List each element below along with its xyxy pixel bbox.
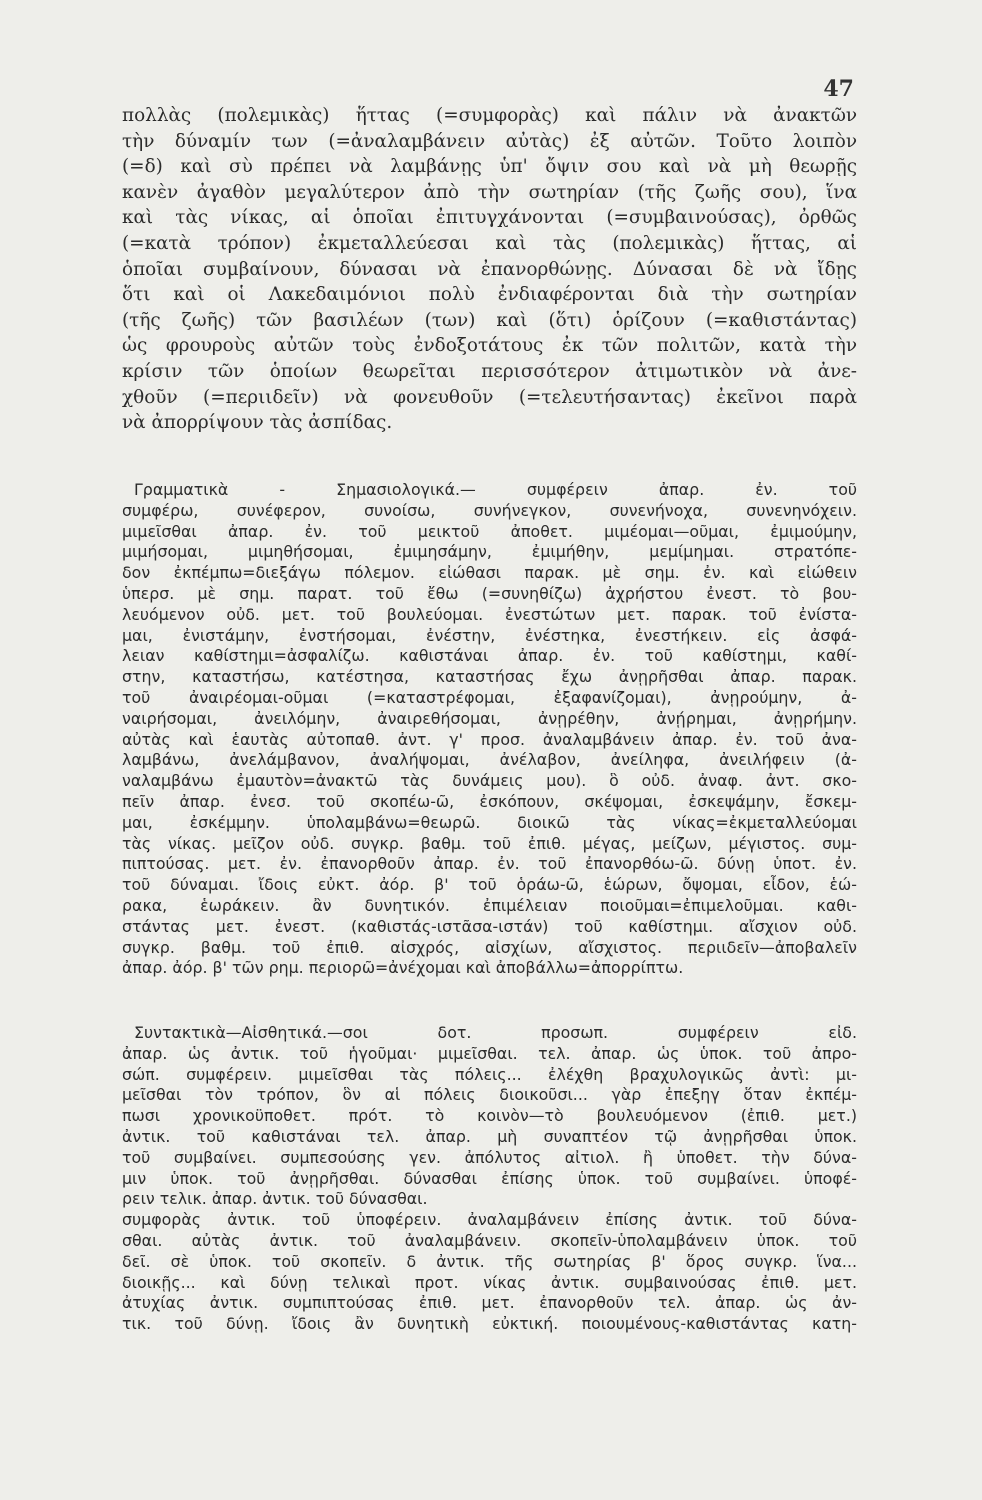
syntax-line: μιν ὑποκ. τοῦ ἀνῃρῆσθαι. δύνασθαι ἐπίσης ὑποκ. τοῦ συμβαίνει. ὑποφέ- bbox=[122, 1168, 857, 1188]
grammar-line: μαι, ἐνιστάμην, ἐνστήσομαι, ἐνέστην, ἐνέστηκα, ἐνεστήκειν. εἰς ἀσφά- bbox=[122, 625, 857, 645]
grammar-line: αὐτὰς καὶ ἑαυτὰς αὐτοπαθ. ἀντ. γ' προσ. ἀναλαμβάνειν ἀπαρ. ἐν. τοῦ ἀνα- bbox=[122, 729, 857, 749]
syntax-line: πωσι χρονικοϋποθετ. πρότ. τὸ κοινὸν—τὸ βουλευόμενον (ἐπιθ. μετ.) bbox=[122, 1106, 857, 1126]
grammar-line: στην, καταστήσω, κατέστησα, καταστήσας ἔχω ἀνῃρῆσθαι ἀπαρ. παρακ. bbox=[122, 667, 857, 687]
main-text-paragraph bbox=[122, 103, 857, 436]
text-line: (=κατὰ τρόπον) ἐκμεταλλεύεσαι καὶ τὰς (πολεμικὰς) ἥττας, αἱ bbox=[122, 232, 857, 254]
syntax-line: ρειν τελικ. ἀπαρ. ἀντικ. τοῦ δύνασθαι. bbox=[122, 1189, 428, 1209]
grammar-line: λειαν καθίστημι=ἀσφαλίζω. καθιστάναι ἀπαρ. ἐν. τοῦ καθίστημι, καθί- bbox=[122, 646, 857, 666]
grammar-line: συγκρ. βαθμ. τοῦ ἐπιθ. αἰσχρός, αἰσχίων, αἴσχιστος. περιιδεῖν—ἀποβαλεῖν bbox=[122, 937, 857, 957]
syntax-line: ἀντικ. τοῦ καθιστάναι τελ. ἀπαρ. μὴ συναπτέον τῷ ἀνῃρῆσθαι ὑποκ. bbox=[122, 1126, 857, 1146]
syntax-line: ἀτυχίας ἀντικ. συμπιπτούσας ἐπιθ. μετ. ἐπανορθοῦν τελ. ἀπαρ. ὡς ἀν- bbox=[122, 1293, 857, 1313]
grammar-line: στάντας μετ. ἐνεστ. (καθιστάς-ιστᾶσα-ιστάν) τοῦ καθίστημι. αἴσχιον οὐδ. bbox=[122, 916, 857, 936]
text-line: νὰ ἀπορρίψουν τὰς ἀσπίδας. bbox=[122, 412, 393, 434]
grammar-line: συμφέρω, συνέφερον, συνοίσω, συνήνεγκον, συνενήνοχα, συνενηνόχειν. bbox=[122, 500, 857, 520]
grammar-line: ναιρήσομαι, ἀνειλόμην, ἀναιρεθήσομαι, ἀνῃρέθην, ἀνῄρημαι, ἀνῃρήμην. bbox=[122, 708, 857, 728]
grammar-section bbox=[122, 480, 857, 979]
syntax-line: σθαι. αὐτὰς ἀντικ. τοῦ ἀναλαμβάνειν. σκοπεῖν-ὑπολαμβάνειν ὑποκ. τοῦ bbox=[122, 1230, 857, 1250]
page-number: 47 bbox=[823, 76, 854, 102]
grammar-line: λαμβάνω, ἀνελάμβανον, ἀναλήψομαι, ἀνέλαβον, ἀνείληφα, ἀνειλήφειν (ἀ- bbox=[122, 750, 857, 770]
syntax-line: σώπ. συμφέρειν. μιμεῖσθαι τὰς πόλεις... ἐλέχθη βραχυλογικῶς ἀντὶ: μι- bbox=[122, 1064, 857, 1084]
text-line: κρίσιν τῶν ὁποίων θεωρεῖται περισσότερον ἀτιμωτικὸν νὰ ἀνε- bbox=[122, 360, 857, 382]
syntax-line: μεῖσθαι τὸν τρόπον, ὃν αἱ πόλεις διοικοῦσι... γὰρ ἐπεξηγ ὅταν ἐκπέμ- bbox=[122, 1085, 857, 1105]
grammar-line: τοῦ ἀναιρέομαι-οῦμαι (=καταστρέφομαι, ἐξαφανίζομαι), ἀνῃρούμην, ἀ- bbox=[122, 687, 857, 707]
grammar-line: μιμεῖσθαι ἀπαρ. ἐν. τοῦ μεικτοῦ ἀποθετ. μιμέομαι—οῦμαι, ἐμιμούμην, bbox=[122, 521, 857, 541]
grammar-line: ναλαμβάνω ἐμαυτὸν=ἀνακτῶ τὰς δυνάμεις μου). ὃ οὐδ. ἀναφ. ἀντ. σκο- bbox=[122, 771, 857, 791]
grammar-line: πιπτούσας. μετ. ἐν. ἐπανορθοῦν ἀπαρ. ἐν. τοῦ ἐπανορθόω-ῶ. δύνῃ ὑποτ. ἐν. bbox=[122, 854, 857, 874]
syntax-line: διοικῇς... καὶ δύνῃ τελικαὶ προτ. νίκας ἀντικ. συμβαινούσας ἐπιθ. μετ. bbox=[122, 1272, 857, 1292]
text-line: πολλὰς (πολεμικὰς) ἥττας (=συμφορὰς) καὶ πάλιν νὰ ἀνακτῶν bbox=[122, 105, 857, 126]
grammar-line: ρακα, ἑωράκειν. ἂν δυνητικόν. ἐπιμέλειαν ποιοῦμαι=ἐπιμελοῦμαι. καθι- bbox=[122, 895, 857, 915]
grammar-line: μαι, ἐσκέμμην. ὑπολαμβάνω=θεωρῶ. διοικῶ τὰς νίκας=ἐκμεταλλεύομαι bbox=[122, 812, 857, 832]
text-line: χθοῦν (=περιιδεῖν) νὰ φονευθοῦν (=τελευτήσαντας) ἐκεῖνοι παρὰ bbox=[122, 386, 857, 408]
grammar-line: τοῦ δύναμαι. ἴδοις εὐκτ. ἀόρ. β' τοῦ ὁράω-ῶ, ἑώρων, ὄψομαι, εἶδον, ἑώ- bbox=[122, 875, 857, 895]
text-line: ὅτι καὶ οἱ Λακεδαιμόνιοι πολὺ ἐνδιαφέρονται διὰ τὴν σωτηρίαν bbox=[122, 284, 857, 306]
syntax-line: τικ. τοῦ δύνῃ. ἴδοις ἂν δυνητικὴ εὐκτική. ποιουμένους-καθιστάντας κατη- bbox=[122, 1314, 857, 1334]
grammar-line: ὑπερσ. μὲ σημ. παρατ. τοῦ ἔθω (=συνηθίζω) ἀχρήστου ἐνεστ. τὸ βου- bbox=[122, 583, 857, 603]
grammar-line: ἀπαρ. ἀόρ. β' τῶν ρημ. περιορῶ=ἀνέχομαι καὶ ἀποβάλλω=ἀπορρίπτω. bbox=[122, 958, 684, 978]
grammar-line: μιμήσομαι, μιμηθήσομαι, ἐμιμησάμην, ἐμιμήθην, μεμίμημαι. στρατόπε- bbox=[122, 542, 857, 562]
grammar-line: Γραμματικὰ - Σημασιολογικά.— συμφέρειν ἀπαρ. ἐν. τοῦ bbox=[134, 480, 857, 499]
syntax-line: δεῖ. σὲ ὑποκ. τοῦ σκοπεῖν. δ ἀντικ. τῆς σωτηρίας β' ὅρος συγκρ. ἵνα... bbox=[122, 1251, 857, 1271]
text-line: τὴν δύναμίν των (=ἀναλαμβάνειν αὐτὰς) ἐξ αὐτῶν. Τοῦτο λοιπὸν bbox=[122, 130, 857, 152]
syntax-line: συμφορὰς ἀντικ. τοῦ ὑποφέρειν. ἀναλαμβάνειν ἐπίσης ἀντικ. τοῦ δύνα- bbox=[122, 1210, 857, 1230]
text-line: ὁποῖαι συμβαίνουν, δύνασαι νὰ ἐπανορθώνῃς. Δύνασαι δὲ νὰ ἴδῃς bbox=[122, 258, 857, 280]
syntax-section bbox=[122, 1023, 857, 1335]
syntax-line: ἀπαρ. ὡς ἀντικ. τοῦ ἡγοῦμαι· μιμεῖσθαι. τελ. ἀπαρ. ὡς ὑποκ. τοῦ ἀπρο- bbox=[122, 1043, 857, 1063]
syntax-line: τοῦ συμβαίνει. συμπεσούσης γεν. ἀπόλυτος αἰτιολ. ἢ ὑποθετ. τὴν δύνα- bbox=[122, 1147, 857, 1167]
text-line: κανὲν ἀγαθὸν μεγαλύτερον ἀπὸ τὴν σωτηρίαν (τῆς ζωῆς σου), ἵνα bbox=[122, 181, 857, 203]
grammar-line: τὰς νίκας. μεῖζον οὐδ. συγκρ. βαθμ. τοῦ ἐπιθ. μέγας, μείζων, μέγιστος. συμ- bbox=[122, 833, 857, 853]
text-line: (τῆς ζωῆς) τῶν βασιλέων (των) καὶ (ὅτι) ὁρίζουν (=καθιστάντας) bbox=[122, 309, 857, 331]
grammar-line: λευόμενον οὐδ. μετ. τοῦ βουλεύομαι. ἐνεστώτων μετ. παρακ. τοῦ ἐνίστα- bbox=[122, 604, 857, 624]
grammar-line: πεῖν ἀπαρ. ἐνεσ. τοῦ σκοπέω-ῶ, ἐσκόπουν, σκέψομαι, ἐσκεψάμην, ἔσκεμ- bbox=[122, 791, 857, 811]
text-line: ὡς φρουροὺς αὐτῶν τοὺς ἐνδοξοτάτους ἐκ τῶν πολιτῶν, κατὰ τὴν bbox=[122, 335, 857, 357]
text-line: (=δ) καὶ σὺ πρέπει νὰ λαμβάνῃς ὑπ' ὄψιν σου καὶ νὰ μὴ θεωρῇς bbox=[122, 156, 857, 178]
syntax-line: Συντακτικὰ—Αἰσθητικά.—σοι δοτ. προσωπ. συμφέρειν εἰδ. bbox=[134, 1023, 857, 1042]
grammar-line: δον ἐκπέμπω=διεξάγω πόλεμον. εἰώθασι παρακ. μὲ σημ. ἐν. καὶ εἰώθειν bbox=[122, 563, 857, 583]
text-line: καὶ τὰς νίκας, αἱ ὁποῖαι ἐπιτυγχάνονται (=συμβαινούσας), ὀρθῶς bbox=[122, 207, 857, 229]
